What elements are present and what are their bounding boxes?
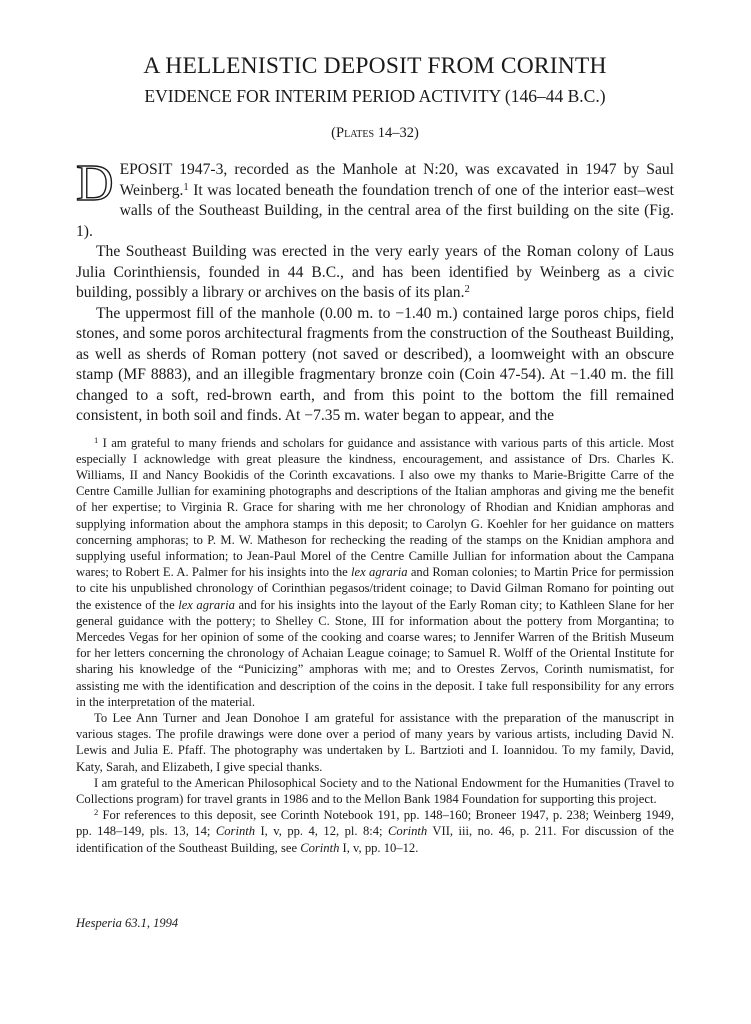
article-page xyxy=(76,52,674,856)
plates-reference xyxy=(76,124,674,142)
footnote-1-text-b: and Roman colonies; to Martin Price for permission to cite his unpublished chronology of Corinthian pegasos/trident coinage; to David Gilman Romano for pointing out the existence of the xyxy=(76,565,674,612)
footnotes xyxy=(76,435,674,856)
footnote-2 xyxy=(76,807,674,856)
footnote-2-text-a: For references to this deposit, see Corinth Notebook 191, pp. 148–160; Broneer 1947, p. 238; Weinberg 1949, pp. 148–149, pls. 13, 14; xyxy=(76,808,674,839)
paragraph-1-text-b: It was located beneath the foundation trench of one of the interior east–west walls of the Southeast Building, in the central area of the first building on the site (Fig. 1). xyxy=(76,181,674,240)
footnote-1-paragraph-3: I am grateful to the American Philosophical Society and to the National Endowment for the Humanities (Travel to Collections program) for travel grants in 1986 and to the Mellon Bank 1984 Foundation for supporting this project. xyxy=(76,775,674,806)
paragraph-3: The uppermost fill of the manhole (0.00 m. to −1.40 m.) contained large poros chips, field stones, and some poros architectural fragments from the construction of the Southeast Building, as well as sherds of Roman pottery (not saved or described), a loomweight with an obscure stamp (MF 8883), and an illegible fragmentary bronze coin (Coin 47-54). At −1.40 m. the fill changed to a soft, red-brown earth, and from this point to the bottom the fill remained consistent, in both soil and finds. At −7.35 m. water began to appear, and the xyxy=(76,304,674,424)
footnote-1 xyxy=(76,435,674,710)
article-title: A HELLENISTIC DEPOSIT FROM CORINTH xyxy=(143,53,607,79)
footnote-1-lex-agraria-1: lex agraria xyxy=(351,565,408,580)
plates-open: ( xyxy=(331,125,337,141)
footnote-2-corinth-3: Corinth xyxy=(300,840,340,855)
footnote-ref-1[interactable]: 1 xyxy=(183,181,189,193)
article-body xyxy=(76,155,674,427)
footnote-2-text-c: VII, iii, no. 46, p. 211. For discussion of the identification of the Southeast Building, see xyxy=(76,824,674,855)
footnote-2-corinth-1: Corinth xyxy=(215,824,256,839)
drop-cap: D xyxy=(76,155,114,212)
footnote-2-text-d: I, v, pp. 10–12. xyxy=(339,840,419,855)
footnote-1-paragraph-2: To Lee Ann Turner and Jean Donohoe I am grateful for assistance with the preparation of the manuscript in various stages. The profile drawings were done over a period of many years by various artists, including David N. Lewis and Julia E. Pfaff. The photography was undertaken by L. Bartzioti and I. Ioannidou. To my family, David, Katy, Sarah, and Elizabeth, I give special thanks. xyxy=(76,710,674,774)
footnote-2-number: 2 xyxy=(94,807,99,818)
article-subtitle: EVIDENCE FOR INTERIM PERIOD ACTIVITY (146–44 B.C.) xyxy=(144,86,606,106)
footnote-2-text-b: I, v, pp. 4, 12, pl. 8:4; xyxy=(255,824,388,839)
paragraph-2-text: The Southeast Building was erected in the very early years of the Roman colony of Laus Julia Corinthiensis, founded in 44 B.C., and has been identified by Weinberg as a civic building, possibly a library or archives on the basis of its plan. xyxy=(76,243,674,301)
footnote-1-lex-agraria-2: lex agraria xyxy=(178,597,235,612)
plates-label: Plates xyxy=(336,125,375,141)
footnote-1-number: 1 xyxy=(94,434,99,445)
paragraph-2 xyxy=(76,242,674,304)
footnote-2-corinth-2: Corinth xyxy=(388,824,428,839)
footnote-ref-2[interactable]: 2 xyxy=(464,284,470,296)
journal-citation: Hesperia 63.1, 1994 xyxy=(76,916,179,930)
paragraph-1 xyxy=(76,155,674,242)
paragraph-1-text-a: EPOSIT 1947-3, recorded as the Manhole at N:20, was excavated in 1947 by Saul Weinberg. xyxy=(119,161,674,199)
plates-range: 14–32) xyxy=(374,125,419,141)
footnote-1-text-c: and for his insights into the layout of the Early Roman city; to Kathleen Slane for her general guidance with the pottery; to Shelley C. Stone, III for information about the pottery from Morgantina; to Mercedes Vegas for her opinion of some of the cooking and coarse wares; to Jennifer Warren of the British Museum for her letters concerning the chronology of Achaian League coinage; to Samuel R. Wolff of the Oriental Institute for sharing his knowledge of the “Punicizing” amphoras with me; and to Orestes Zervos, Corinth numismatist, for assisting me with the identification and description of the coins in the deposit. I take full responsibility for any errors in the interpretation of the material. xyxy=(76,597,674,709)
footnote-1-text-a: I am grateful to many friends and scholars for guidance and assistance with various parts of this article. Most especially I acknowledge with great pleasure the kindness, encouragement, and assistance of Drs. Charles K. Williams, II and Nancy Bookidis of the Corinth excavations. I also owe my thanks to Marie-Brigitte Carre of the Centre Camille Jullian for examining photographs and descriptions of the Italian amphoras and giving me the benefit of her expertise; to Virginia R. Grace for sharing with me her chronology of Rhodian and Knidian amphoras and supplying information about the amphora stamps in this deposit; to Carolyn G. Koehler for her guidance on matters concerning amphoras; to P. M. W. Matheson for rechecking the reading of the stamps on the Knidian amphora and supplying useful information; to Jean-Paul Morel of the Centre Camille Jullian for information about the Campana wares; to Robert E. A. Palmer for his insights into the xyxy=(76,435,674,580)
